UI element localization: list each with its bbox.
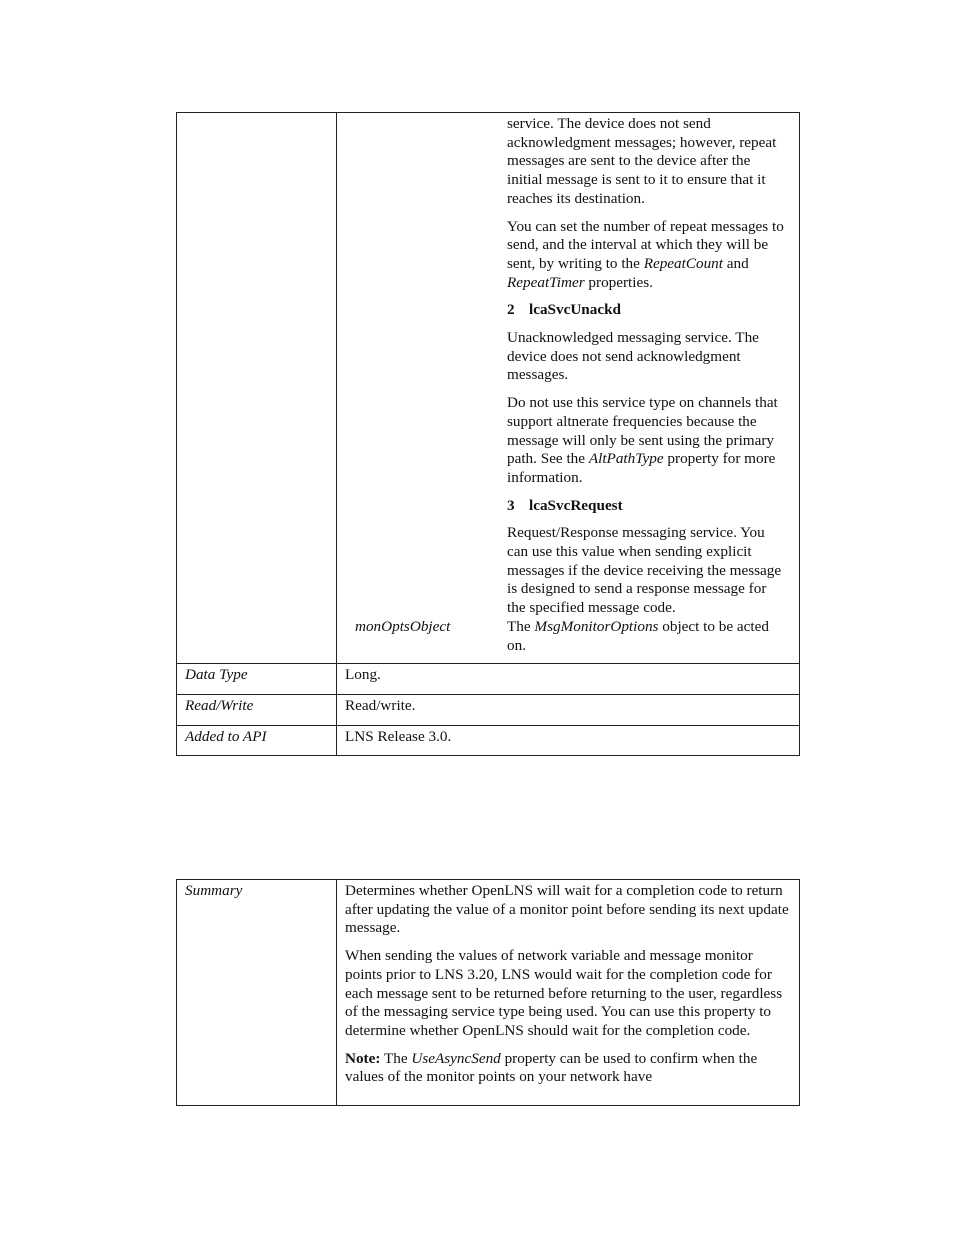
added-to-api-value: LNS Release 3.0.	[345, 727, 452, 745]
data-type-label: Data Type	[177, 664, 337, 694]
data-type-row	[177, 663, 799, 694]
option-unackd-heading: 2 lcaSvcUnackd	[507, 301, 621, 319]
summary-label: Summary	[177, 880, 337, 1105]
param-subrow	[347, 618, 799, 655]
summary-value	[337, 880, 799, 1105]
option-request-description: Request/Response messaging service. You can use this value when sending explicit messages if the device receiving the message is designed to send a response message for the specified message code.	[507, 524, 782, 617]
continuation-subdesc	[507, 115, 799, 618]
continuation-label-cell	[177, 113, 337, 663]
summary-p1: Determines whether OpenLNS will wait for a completion code to return after updating the value of a monitor point before sending its next update message.	[345, 882, 789, 937]
summary-p2: When sending the values of network variable and message monitor points prior to LNS 3.20, LNS would wait for the completion code for each message sent to be returned before returning to the user, regardless of the messaging service type being used. You can use this property to determine whether OpenLNS should wait for the completion code.	[345, 947, 783, 1039]
data-type-value: Long.	[345, 666, 381, 684]
param-description: The MsgMonitorOptions object to be acted on.	[507, 617, 769, 654]
service-description: service. The device does not send acknowledgment messages; however, repeat messages are sent to the device after the initial message is sent to it to ensure that it reaches its destination.	[507, 115, 777, 207]
continuation-subrow	[347, 115, 799, 618]
property-table	[176, 112, 800, 756]
read-write-value: Read/write.	[345, 696, 416, 714]
option-request-heading: 3 lcaSvcRequest	[507, 496, 623, 514]
summary-row	[177, 880, 799, 1105]
added-to-api-row	[177, 725, 799, 756]
param-name: monOptsObject	[355, 617, 451, 635]
continuation-row	[177, 113, 799, 663]
continuation-subname	[347, 115, 507, 618]
added-to-api-label: Added to API	[177, 726, 337, 756]
summary-table	[176, 879, 800, 1106]
summary-note: Note: The UseAsyncSend property can be used to confirm when the values of the monitor points on your network have	[345, 1049, 758, 1086]
option-unackd-note: Do not use this service type on channels that support altnerate frequencies because the message will only be sent using the primary path. See the AltPathType property for more information.	[507, 394, 778, 486]
read-write-label: Read/Write	[177, 695, 337, 725]
continuation-value-cell	[337, 113, 799, 663]
read-write-row	[177, 694, 799, 725]
option-unackd-description: Unacknowledged messaging service. The device does not send acknowledgment messages.	[507, 329, 759, 384]
repeat-description: You can set the number of repeat messages to send, and the interval at which they will be sent, by writing to the RepeatCount and RepeatTimer properties.	[507, 217, 784, 291]
